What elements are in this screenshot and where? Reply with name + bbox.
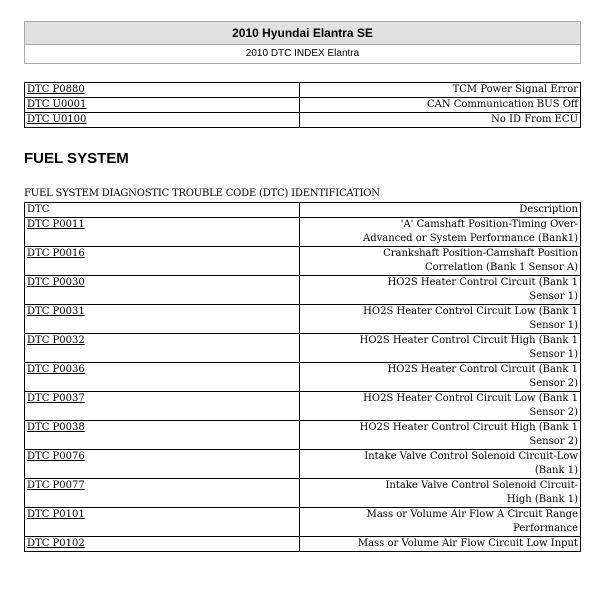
dtc-description-cell: HO2S Heater Control Circuit (Bank 1 Sensor 2) (300, 363, 581, 392)
dtc-description-cell: Intake Valve Control Solenoid Circuit- High (Bank 1) (300, 479, 581, 508)
dtc-code-link[interactable]: DTC P0016 (27, 248, 85, 259)
top-dtc-table (24, 82, 581, 128)
dtc-code-link[interactable]: DTC P0030 (27, 277, 85, 288)
table-row (25, 83, 581, 98)
table-row (25, 276, 581, 305)
dtc-description-cell: HO2S Heater Control Circuit (Bank 1 Sensor 1) (300, 276, 581, 305)
document-title: 2010 Hyundai Elantra SE (25, 22, 580, 45)
table-row (25, 508, 581, 537)
dtc-code-link[interactable]: DTC P0037 (27, 393, 85, 404)
dtc-code-cell (25, 83, 300, 98)
section-heading: FUEL SYSTEM (24, 150, 129, 167)
dtc-code-link[interactable]: DTC P0011 (27, 219, 85, 230)
dtc-description-cell: TCM Power Signal Error (300, 83, 581, 98)
dtc-description-cell: Mass or Volume Air Flow A Circuit Range Performance (300, 508, 581, 537)
dtc-code-link[interactable]: DTC U0001 (27, 99, 87, 110)
dtc-code-link[interactable]: DTC U0100 (27, 114, 87, 125)
dtc-description-cell: Intake Valve Control Solenoid Circuit-Low (Bank 1) (300, 450, 581, 479)
dtc-description-cell: HO2S Heater Control Circuit Low (Bank 1 Sensor 2) (300, 392, 581, 421)
dtc-code-link[interactable]: DTC P0102 (27, 538, 85, 549)
dtc-description-cell: Crankshaft Position-Camshaft Position Correlation (Bank 1 Sensor A) (300, 247, 581, 276)
table-row (25, 392, 581, 421)
dtc-description-cell: CAN Communication BUS Off (300, 98, 581, 113)
dtc-code-link[interactable]: DTC P0038 (27, 422, 85, 433)
table-row (25, 334, 581, 363)
dtc-code-cell (25, 479, 300, 508)
dtc-code-link[interactable]: DTC P0077 (27, 480, 85, 491)
dtc-code-cell (25, 392, 300, 421)
table-row (25, 247, 581, 276)
document-header (24, 21, 581, 64)
table-row (25, 421, 581, 450)
table-row (25, 305, 581, 334)
dtc-code-cell (25, 218, 300, 247)
dtc-code-link[interactable]: DTC P0032 (27, 335, 85, 346)
dtc-description-cell: No ID From ECU (300, 113, 581, 128)
table-row (25, 450, 581, 479)
dtc-code-link[interactable]: DTC P0880 (27, 84, 85, 95)
fuel-system-dtc-table (24, 202, 581, 552)
dtc-description-cell: HO2S Heater Control Circuit High (Bank 1 Sensor 2) (300, 421, 581, 450)
column-header-dtc: DTC (25, 203, 300, 218)
dtc-description-cell: 'A' Camshaft Position-Timing Over- Advanced or System Performance (Bank1) (300, 218, 581, 247)
table-header-row (25, 203, 581, 218)
dtc-code-cell (25, 113, 300, 128)
dtc-code-cell (25, 98, 300, 113)
dtc-description-cell: Mass or Volume Air Flow Circuit Low Input (300, 537, 581, 552)
dtc-code-cell (25, 450, 300, 479)
dtc-code-link[interactable]: DTC P0031 (27, 306, 85, 317)
top-dtc-table-body (25, 83, 581, 128)
table-row (25, 98, 581, 113)
table-row (25, 479, 581, 508)
dtc-code-cell (25, 508, 300, 537)
dtc-code-link[interactable]: DTC P0036 (27, 364, 85, 375)
dtc-description-cell: HO2S Heater Control Circuit High (Bank 1 Sensor 1) (300, 334, 581, 363)
dtc-code-cell (25, 305, 300, 334)
dtc-code-cell (25, 334, 300, 363)
table-row (25, 113, 581, 128)
dtc-code-cell (25, 247, 300, 276)
column-header-description: Description (300, 203, 581, 218)
dtc-description-cell: HO2S Heater Control Circuit Low (Bank 1 Sensor 1) (300, 305, 581, 334)
section-caption: FUEL SYSTEM DIAGNOSTIC TROUBLE CODE (DTC) IDENTIFICATION (24, 188, 380, 199)
dtc-code-cell (25, 363, 300, 392)
fuel-system-dtc-table-body (25, 218, 581, 552)
table-row (25, 218, 581, 247)
dtc-code-link[interactable]: DTC P0076 (27, 451, 85, 462)
dtc-code-cell (25, 421, 300, 450)
document-subtitle: 2010 DTC INDEX Elantra (25, 45, 580, 63)
dtc-code-link[interactable]: DTC P0101 (27, 509, 85, 520)
dtc-code-cell (25, 537, 300, 552)
table-row (25, 363, 581, 392)
dtc-code-cell (25, 276, 300, 305)
table-row (25, 537, 581, 552)
